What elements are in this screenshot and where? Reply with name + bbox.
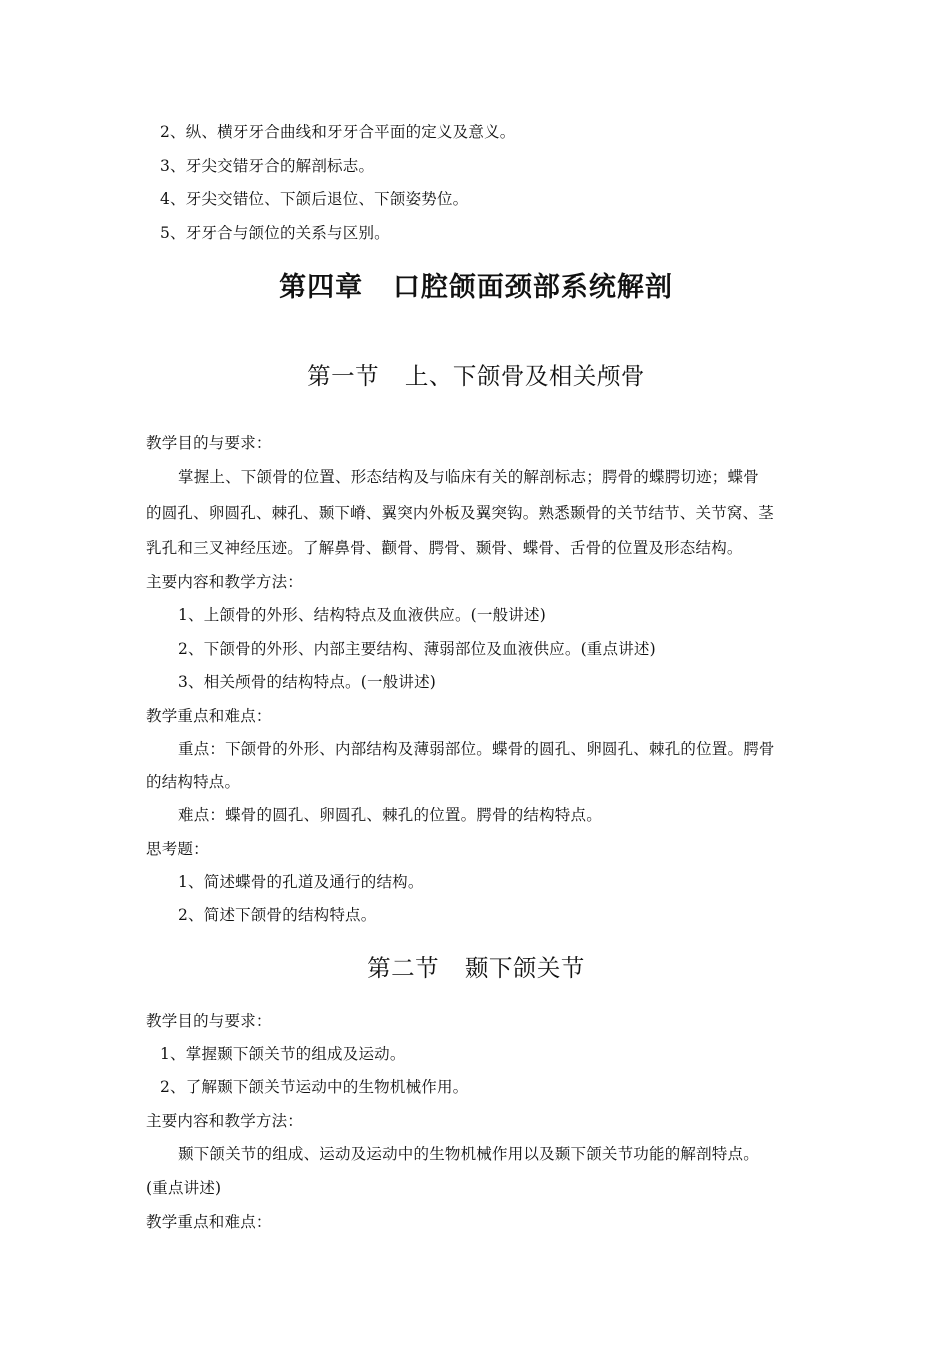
list-item: 4、牙尖交错位、下颌后退位、下颌姿势位。: [160, 190, 469, 208]
list-item: 5、牙牙合与颌位的关系与区别。: [160, 224, 390, 242]
paragraph-line: 的结构特点。: [146, 773, 241, 791]
paragraph-line: 颞下颌关节的组成、运动及运动中的生物机械作用以及颞下颌关节功能的解剖特点。: [178, 1145, 759, 1163]
key-points-heading: 教学重点和难点：: [146, 1213, 272, 1231]
objectives-heading: 教学目的与要求：: [146, 1012, 272, 1030]
list-item: 3、相关颅骨的结构特点。(一般讲述): [178, 673, 437, 691]
section-title: 颞下颌关节: [464, 954, 585, 982]
list-item: 2、简述下颌骨的结构特点。: [178, 906, 377, 924]
content-heading: 主要内容和教学方法：: [146, 1112, 304, 1130]
key-points-heading: 教学重点和难点：: [146, 707, 272, 725]
section-title: 上、下颌骨及相关颅骨: [404, 362, 645, 390]
list-item: 2、纵、横牙牙合曲线和牙牙合平面的定义及意义。: [160, 123, 516, 141]
list-item: 1、上颌骨的外形、结构特点及血液供应。(一般讲述): [178, 606, 546, 624]
section-heading: [0, 361, 952, 391]
section-number: 第一节: [307, 362, 380, 390]
paragraph-line: (重点讲述): [146, 1179, 222, 1197]
section-heading: [0, 953, 952, 983]
paragraph-line: 的圆孔、卵圆孔、棘孔、颞下嵴、翼突内外板及翼突钩。熟悉颞骨的关节结节、关节窝、茎: [146, 504, 775, 522]
paragraph-line: 掌握上、下颌骨的位置、形态结构及与临床有关的解剖标志；腭骨的蝶腭切迹；蝶骨: [178, 468, 759, 486]
section-number: 第二节: [367, 954, 440, 982]
list-item: 1、掌握颞下颌关节的组成及运动。: [160, 1045, 406, 1063]
list-item: 2、下颌骨的外形、内部主要结构、薄弱部位及血液供应。(重点讲述): [178, 640, 656, 658]
paragraph-line: 乳孔和三叉神经压迹。了解鼻骨、颧骨、腭骨、颞骨、蝶骨、舌骨的位置及形态结构。: [146, 539, 743, 557]
content-heading: 主要内容和教学方法：: [146, 573, 304, 591]
list-item: 3、牙尖交错牙合的解剖标志。: [160, 157, 375, 175]
chapter-title: 口腔颌面颈部系统解剖: [392, 272, 673, 303]
objectives-heading: 教学目的与要求：: [146, 434, 272, 452]
list-item: 2、了解颞下颌关节运动中的生物机械作用。: [160, 1078, 469, 1096]
questions-heading: 思考题：: [146, 840, 209, 858]
paragraph-line: 重点：下颌骨的外形、内部结构及薄弱部位。蝶骨的圆孔、卵圆孔、棘孔的位置。腭骨: [178, 740, 775, 758]
paragraph-line: 难点：蝶骨的圆孔、卵圆孔、棘孔的位置。腭骨的结构特点。: [178, 806, 602, 824]
chapter-number: 第四章: [279, 272, 364, 303]
chapter-heading: [0, 271, 952, 305]
list-item: 1、简述蝶骨的孔道及通行的结构。: [178, 873, 424, 891]
